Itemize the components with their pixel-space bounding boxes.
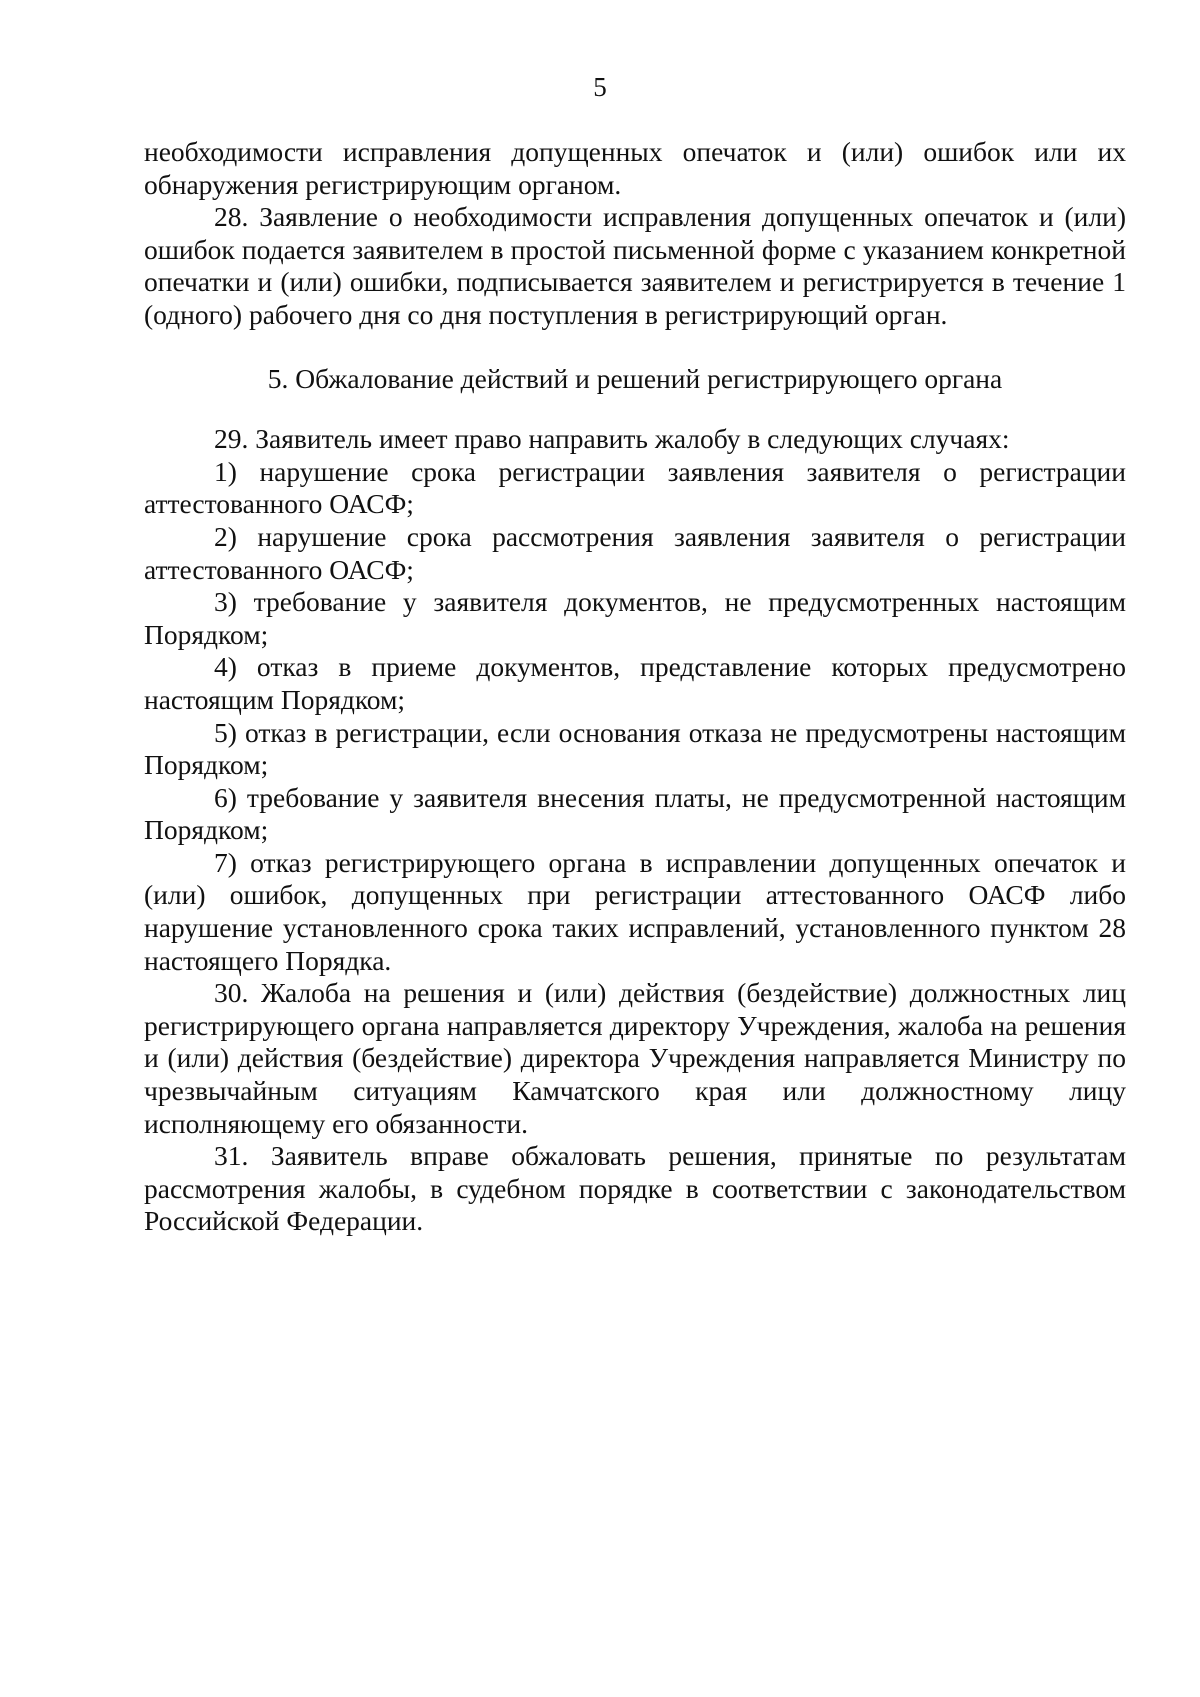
list-item-4: 4) отказ в приеме документов, представление которых предусмотрено настоящим Порядком; — [144, 651, 1126, 715]
paragraph-28: 28. Заявление о необходимости исправления допущенных опечаток и (или) ошибок подается заявителем в простой письменной форме с указанием конкретной опечатки и (или) ошибки, подписывается заявителем и регистрируется в течение 1 (одного) рабочего дня со дня поступления в регистрирующий орган. — [144, 201, 1126, 330]
paragraph-30: 30. Жалоба на решения и (или) действия (бездействие) должностных лиц регистрирующего органа направляется директору Учреждения, жалоба на решения и (или) действия (бездействие) директора Учреждения направляется Министру по чрезвычайным ситуациям Камчатского края или должностному лицу исполняющему его обязанности. — [144, 977, 1126, 1139]
paragraph-29: 29. Заявитель имеет право направить жалобу в следующих случаях: — [214, 423, 1010, 455]
list-item-6: 6) требование у заявителя внесения платы, не предусмотренной настоящим Порядком; — [144, 781, 1126, 846]
list-item-7: 7) отказ регистрирующего органа в исправлении допущенных опечаток и (или) ошибок, допущенных при регистрации аттестованного ОАСФ либо нарушение установленного срока таких исправлений, установленного пунктом 28 настоящего Порядка. — [144, 846, 1126, 976]
list-item-1: 1) нарушение срока регистрации заявления заявителя о регистрации аттестованного ОАСФ; — [144, 455, 1126, 520]
list-item-5: 5) отказ в регистрации, если основания отказа не предусмотрены настоящим Порядком; — [144, 716, 1126, 781]
document-body — [144, 136, 1126, 1238]
paragraph-31: 31. Заявитель вправе обжаловать решения, принятые по результатам рассмотрения жалобы, в судебном порядке в соответствии с законодательством Российской Федерации. — [144, 1140, 1126, 1237]
section-heading: 5. Обжалование действий и решений регистрирующего органа — [267, 362, 1003, 394]
list-item-3: 3) требование у заявителя документов, не предусмотренных настоящим Порядком; — [144, 586, 1126, 650]
list-item-2: 2) нарушение срока рассмотрения заявления заявителя о регистрации аттестованного ОАСФ; — [144, 520, 1126, 585]
page-number: 5 — [593, 72, 607, 102]
paragraph-continuation: необходимости исправления допущенных опечаток и (или) ошибок или их обнаружения регистрирующим органом. — [144, 136, 1126, 200]
